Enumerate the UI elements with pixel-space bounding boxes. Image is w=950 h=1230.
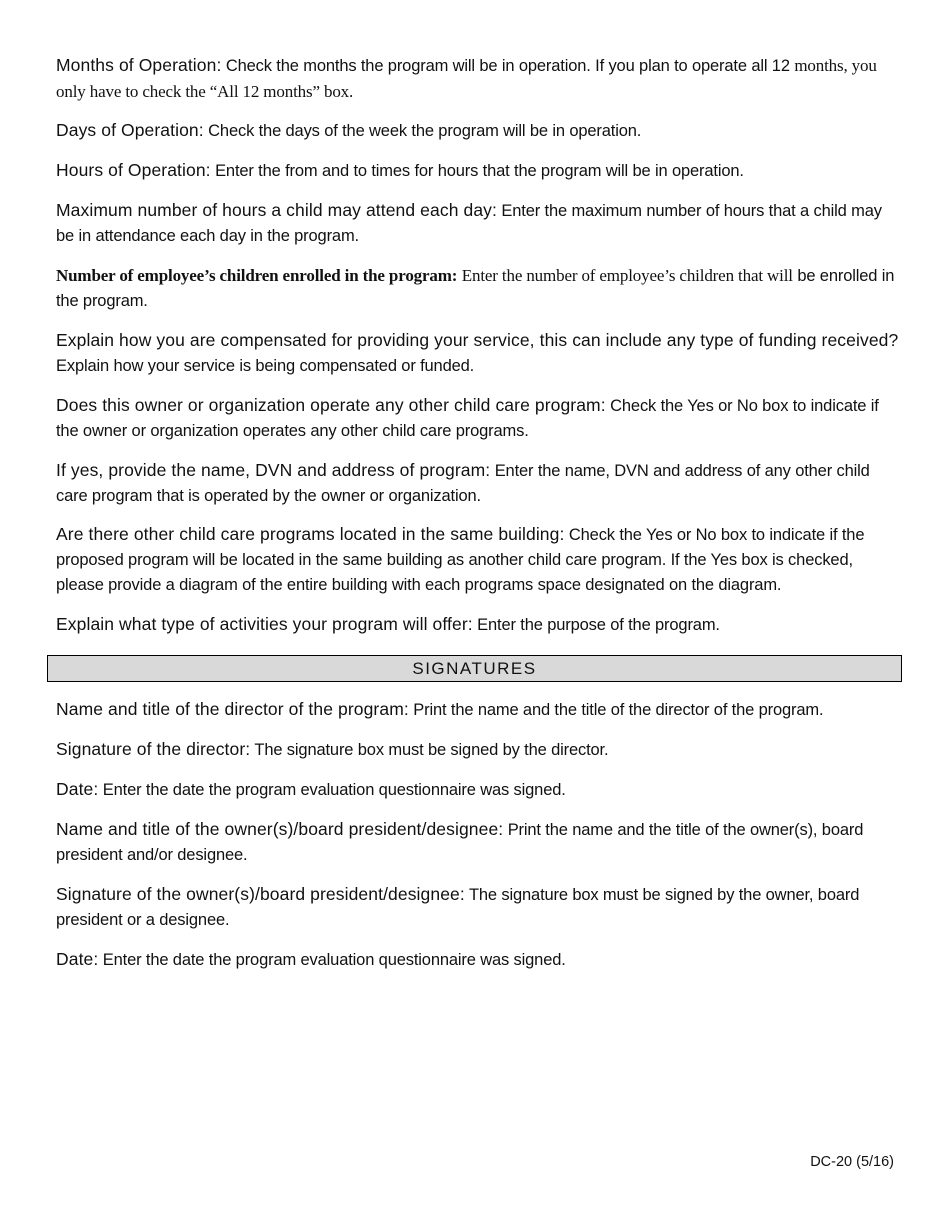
owner-name-label: Name and title of the owner(s)/board president/designee:	[56, 819, 504, 839]
director-date-text: Enter the date the program evaluation questionnaire was signed.	[102, 781, 566, 799]
max-hours-text: Enter the maximum number of hours that a child may be in attendance each day in the program.	[56, 202, 882, 245]
employee-children-instruction	[56, 263, 901, 314]
same-building-text: Check the Yes or No box to indicate if the proposed program will be located in the same building as another child care program. If the Yes box is checked, please provide a diagram of the entire building with each programs space designated on the diagram.	[56, 526, 865, 594]
months-of-operation-label: Months of Operation:	[56, 55, 222, 75]
owner-date-instruction	[56, 947, 901, 973]
activities-label: Explain what type of activities your program will offer:	[56, 614, 473, 634]
owner-date-label: Date:	[56, 949, 99, 969]
employee-children-label: Number of employee’s children enrolled in the program:	[56, 266, 458, 285]
owner-signature-text: The signature box must be signed by the owner, board president or a designee.	[56, 886, 860, 929]
owner-name-text: Print the name and the title of the owner(s), board president and/or designee.	[56, 821, 864, 864]
activities-instruction	[56, 612, 901, 638]
compensation-instruction	[56, 328, 901, 379]
form-id-footer: DC-20 (5/16)	[810, 1154, 894, 1170]
owner-date-text: Enter the date the program evaluation questionnaire was signed.	[102, 951, 566, 969]
employee-children-text: be enrolled in the program.	[56, 267, 895, 310]
director-signature-instruction	[56, 737, 901, 763]
other-program-details-instruction	[56, 458, 901, 509]
compensation-text: Explain how your service is being compensated or funded.	[56, 357, 475, 375]
director-date-label: Date:	[56, 779, 99, 799]
same-building-label: Are there other child care programs located in the same building:	[56, 524, 565, 544]
hours-of-operation-label: Hours of Operation:	[56, 160, 211, 180]
months-of-operation-instruction	[56, 53, 901, 105]
compensation-label: Explain how you are compensated for providing your service, this can include any type of funding received?	[56, 330, 899, 350]
other-programs-instruction	[56, 393, 901, 444]
days-of-operation-label: Days of Operation:	[56, 120, 204, 140]
max-hours-instruction	[56, 198, 901, 249]
director-name-label: Name and title of the director of the program:	[56, 699, 409, 719]
owner-name-instruction	[56, 817, 901, 868]
other-program-details-text: Enter the name, DVN and address of any other child care program that is operated by the owner or organization.	[56, 462, 870, 505]
hours-of-operation-text: Enter the from and to times for hours that the program will be in operation.	[215, 162, 744, 180]
max-hours-label: Maximum number of hours a child may attend each day:	[56, 200, 497, 220]
director-name-text: Print the name and the title of the director of the program.	[413, 701, 824, 719]
employee-children-text-serif: Enter the number of employee’s children that will	[461, 266, 793, 285]
owner-signature-label: Signature of the owner(s)/board president/designee:	[56, 884, 465, 904]
director-date-instruction	[56, 777, 901, 803]
same-building-instruction	[56, 522, 901, 598]
months-of-operation-text: Check the months the program will be in operation. If you plan to operate all 12	[225, 57, 790, 75]
other-programs-text: Check the Yes or No box to indicate if the owner or organization operates any other child care programs.	[56, 397, 879, 440]
other-program-details-label: If yes, provide the name, DVN and address of program:	[56, 460, 491, 480]
director-signature-label: Signature of the director:	[56, 739, 251, 759]
months-of-operation-text-serif: months, you only have to check the “All 12 months” box.	[56, 56, 877, 101]
other-programs-label: Does this owner or organization operate any other child care program:	[56, 395, 606, 415]
hours-of-operation-instruction	[56, 158, 901, 184]
signatures-section-header: SIGNATURES	[47, 655, 902, 682]
activities-text: Enter the purpose of the program.	[477, 616, 720, 634]
days-of-operation-text: Check the days of the week the program will be in operation.	[208, 122, 642, 140]
director-signature-text: The signature box must be signed by the director.	[254, 741, 609, 759]
owner-signature-instruction	[56, 882, 901, 933]
director-name-instruction	[56, 697, 901, 723]
days-of-operation-instruction	[56, 118, 901, 144]
